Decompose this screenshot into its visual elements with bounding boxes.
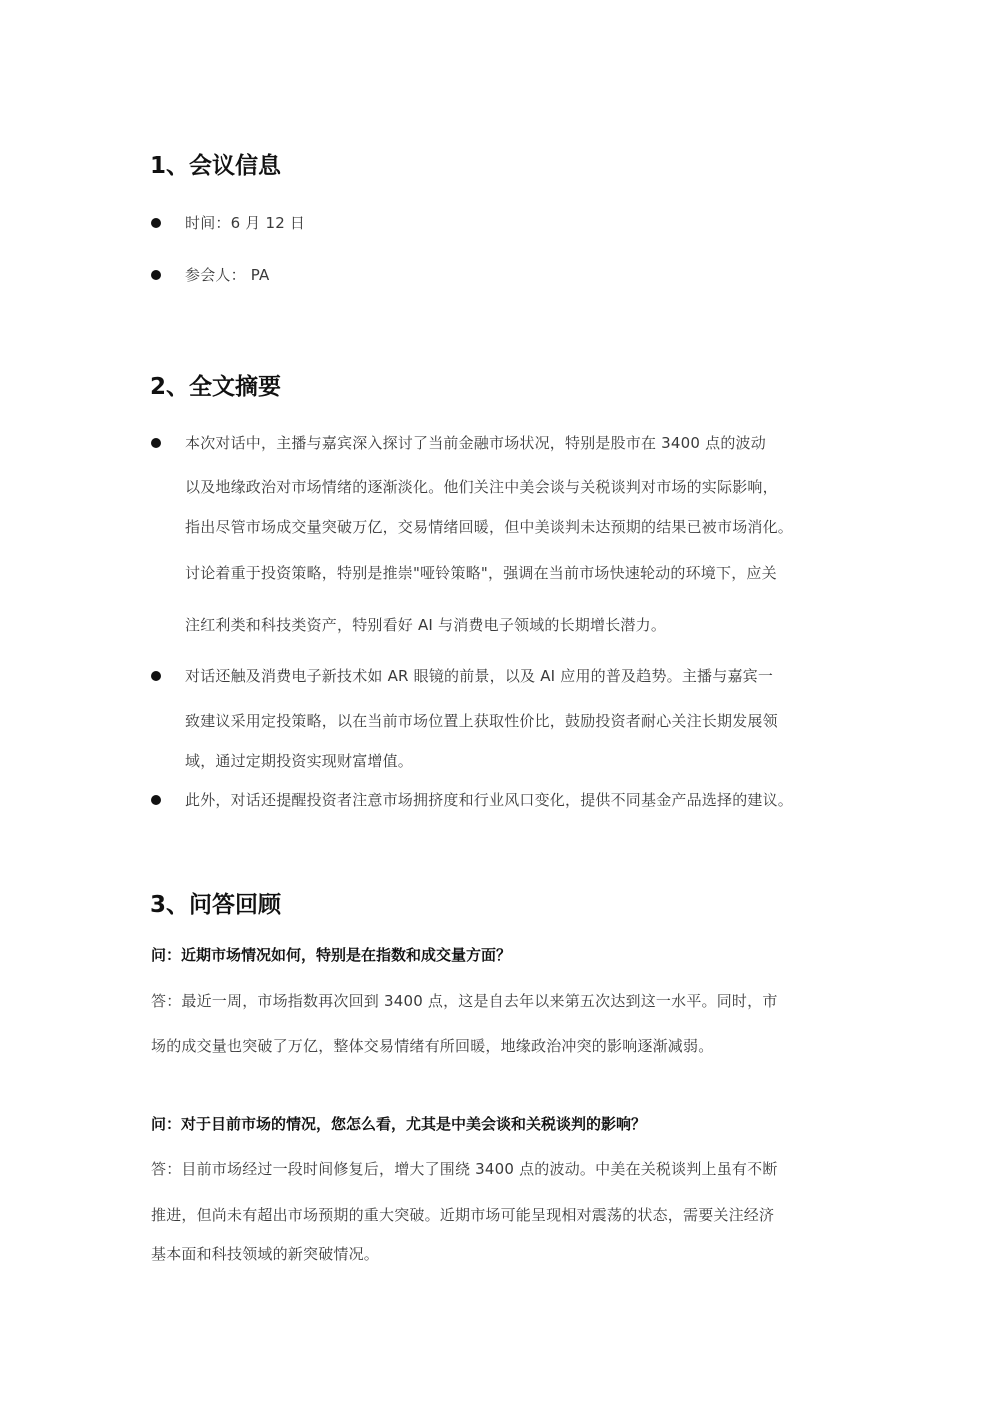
summary-line: 此外，对话还提醒投资者注意市场拥挤度和行业风口变化，提供不同基金产品选择的建议。 [185,791,794,809]
meeting-time: 时间：6 月 12 日 [185,214,306,232]
qa-question: 问：近期市场情况如何，特别是在指数和成交量方面？ [151,946,512,964]
qa-answer-line: 基本面和科技领域的新突破情况。 [151,1245,380,1263]
summary-line: 对话还触及消费电子新技术如 AR 眼镜的前景，以及 AI 应用的普及趋势。主播与嘉宾一 [185,667,774,685]
summary-line: 域，通过定期投资实现财富增值。 [185,752,414,770]
summary-line: 讨论着重于投资策略，特别是推崇"哑铃策略"，强调在当前市场快速轮动的环境下，应关 [185,564,777,582]
summary-line: 注红利类和科技类资产，特别看好 AI 与消费电子领域的长期增长潜力。 [185,616,667,634]
summary-line: 以及地缘政治对市场情绪的逐渐淡化。他们关注中美会谈与关税谈判对市场的实际影响， [185,478,778,496]
qa-question: 问：对于目前市场的情况，您怎么看，尤其是中美会谈和关税谈判的影响？ [151,1115,647,1133]
qa-answer-line: 场的成交量也突破了万亿，整体交易情绪有所回暖，地缘政治冲突的影响逐渐减弱。 [151,1037,714,1055]
summary-line: 致建议采用定投策略，以在当前市场位置上获取性价比，鼓励投资者耐心关注长期发展领 [185,712,778,730]
bullet-icon [151,671,161,681]
bullet-icon [151,795,161,805]
summary-line: 指出尽管市场成交量突破万亿，交易情绪回暖，但中美谈判未达预期的结果已被市场消化。 [185,518,794,536]
qa-answer-line: 推进，但尚未有超出市场预期的重大突破。近期市场可能呈现相对震荡的状态，需要关注经济 [151,1206,775,1224]
section-heading-meeting-info: 1、会议信息 [150,153,282,179]
section-heading-qa-review: 3、问答回顾 [150,892,282,918]
bullet-icon [151,438,161,448]
section-heading-summary: 2、全文摘要 [150,374,282,400]
qa-answer-line: 答：目前市场经过一段时间修复后，增大了围绕 3400 点的波动。中美在关税谈判上虽有不断 [151,1160,778,1178]
meeting-participants: 参会人： PA [185,266,270,284]
bullet-icon [151,218,161,228]
qa-answer-line: 答：最近一周，市场指数再次回到 3400 点，这是自去年以来第五次达到这一水平。同时，市 [151,992,778,1010]
summary-line: 本次对话中，主播与嘉宾深入探讨了当前金融市场状况，特别是股市在 3400 点的波动 [185,434,766,452]
bullet-icon [151,270,161,280]
